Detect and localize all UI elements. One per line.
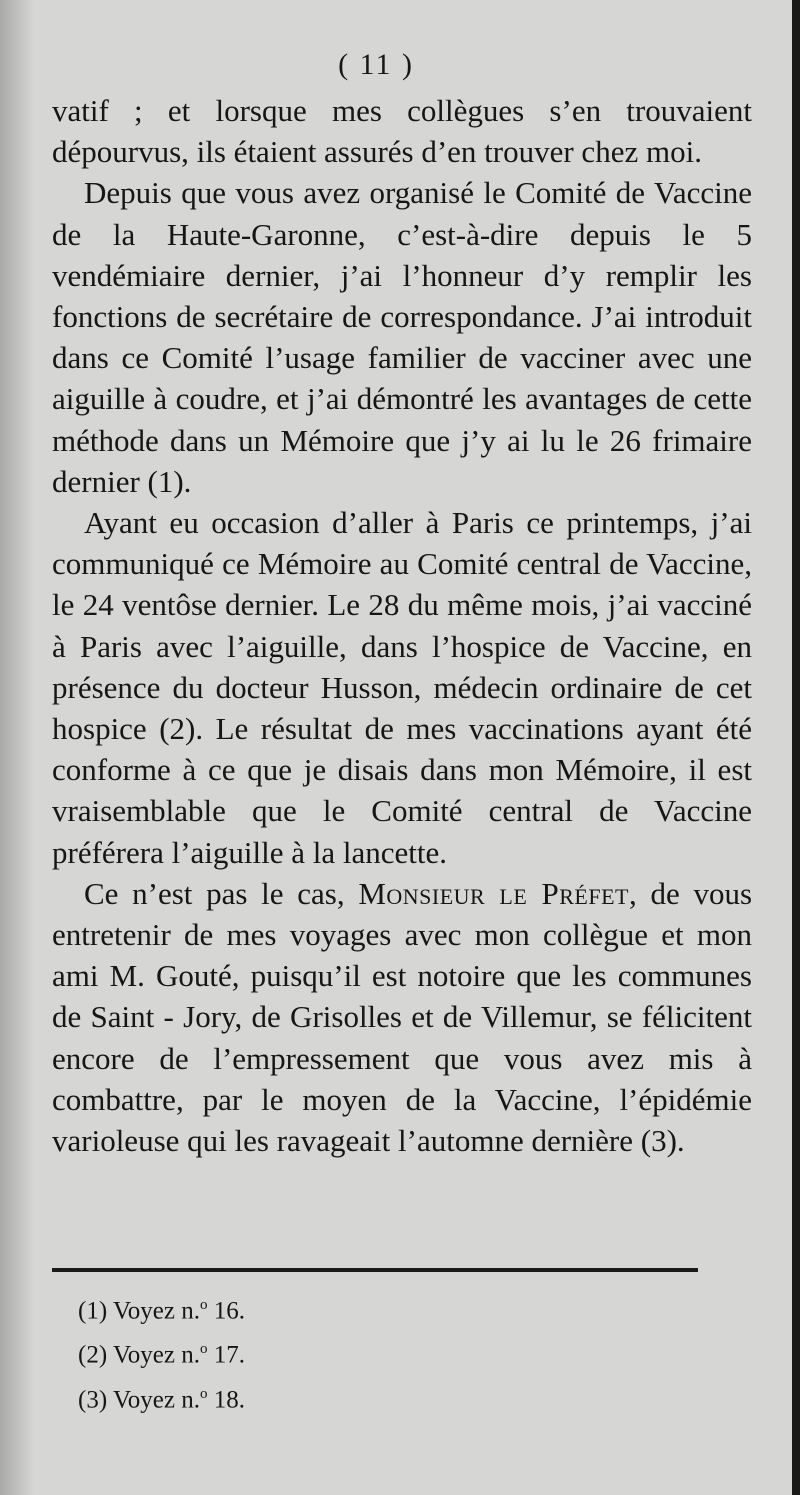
footnote-mark: (2) bbox=[78, 1341, 108, 1369]
paragraph-1 bbox=[52, 90, 752, 172]
footnote-sup: o bbox=[200, 1341, 208, 1358]
paragraph-2-text: Depuis que vous avez organisé le Comité de Vaccine de la Haute-Garonne, c’est-à-dire depuis le 5 vendémiaire dernier, j’ai l’honneur d’y remplir les fonctions de secrétaire de correspondance. J’ai introduit dans ce Comité l’usage familier de vacciner avec une aiguille à coudre, et j’ai démontré les avantages de cette méthode dans un Mémoire que j’y ai lu le 26 frimaire dernier (1). bbox=[52, 175, 752, 499]
footnote-mark: (3) bbox=[78, 1385, 108, 1413]
footnote-rule bbox=[52, 1268, 698, 1272]
page-number: ( 11 ) bbox=[338, 48, 414, 81]
page-gutter-shadow bbox=[0, 0, 34, 1495]
footnote-2 bbox=[78, 1330, 678, 1374]
footnote-text: Voyez n. bbox=[112, 1341, 200, 1369]
footnote-sup: o bbox=[200, 1385, 208, 1402]
page-edge bbox=[792, 0, 796, 1495]
paragraph-1-text: vatif ; et lorsque mes collègues s’en trouvaient dépourvus, ils étaient assurés d’en trouver chez moi. bbox=[52, 93, 752, 170]
paragraph-4-text-end: , de vous entretenir de mes voyages avec mon collègue et mon ami M. Gouté, puisqu’il est notoire que les communes de Saint - Jory, de Grisolles et de Villemur, se félicitent encore de l’empressement que vous avez mis à combattre, par le moyen de la Vaccine, l’épidémie varioleuse qui les ravageait l’automne dernière (3). bbox=[52, 875, 753, 1159]
footnote-number: 18. bbox=[213, 1385, 245, 1413]
footnote-3 bbox=[78, 1375, 678, 1419]
footnote-sup: o bbox=[200, 1297, 208, 1313]
paragraph-3-text: Ayant eu occasion d’aller à Paris ce printemps, j’ai communiqué ce Mémoire au Comité central de Vaccine, le 24 ventôse dernier. Le 28 du même mois, j’ai vacciné à Paris avec l’aiguille, dans l’hospice de Vaccine, en présence du docteur Husson, médecin ordinaire de cet hospice (2). Le résultat de mes vaccinations ayant été conforme à ce que je disais dans mon Mémoire, il est vraisemblable que le Comité central de Vaccine préférera l’aiguille à la lancette. bbox=[52, 505, 752, 870]
paragraph-4 bbox=[52, 873, 752, 1161]
addressee-smallcaps: Monsieur le Préfet bbox=[358, 875, 629, 911]
footnotes bbox=[78, 1286, 678, 1419]
paragraph-2 bbox=[52, 172, 752, 502]
paragraph-3 bbox=[52, 502, 752, 873]
footnote-text: Voyez n. bbox=[112, 1297, 200, 1325]
paragraph-4-text-start: Ce n’est pas le cas, bbox=[84, 875, 359, 911]
footnote-1 bbox=[78, 1286, 678, 1330]
footnote-text: Voyez n. bbox=[112, 1385, 200, 1413]
footnote-number: 16. bbox=[213, 1297, 245, 1325]
footnote-mark: (1) bbox=[78, 1297, 108, 1325]
footnote-number: 17. bbox=[213, 1341, 245, 1369]
body-text bbox=[52, 90, 752, 1161]
